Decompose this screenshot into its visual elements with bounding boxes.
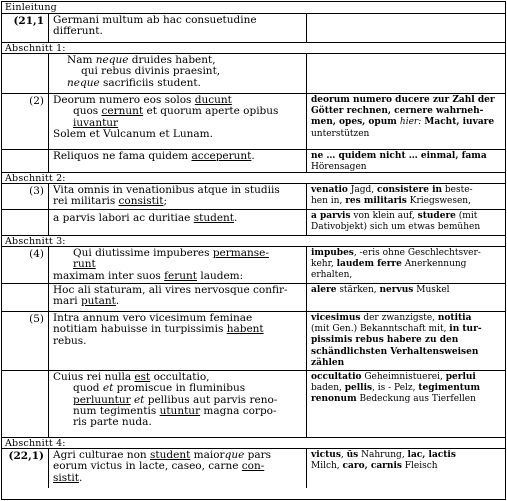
section-header-abschnitt-3: Abschnitt 3:: [2, 235, 505, 246]
table-row: [2, 93, 505, 149]
gloss-text: [307, 14, 505, 42]
latin-text: Germani multum ab hac consuetudine differunt.: [48, 14, 307, 42]
paragraph-number: (2): [29, 95, 44, 107]
table-row: [2, 448, 505, 488]
gloss-text: deorum numero ducere zur Zahl der Götter rechnen, cernere wahrneh- men, opes, opum hier: Macht, iuvare unterstützen: [311, 95, 495, 139]
latin-text: Qui diutissime impuberes permanse- runt maximam inter suos ferunt laudem:: [48, 247, 307, 283]
gloss-text: alere stärken, nervus Muskel: [311, 285, 450, 295]
latin-text: Hoc ali staturam, ali vires nervosque confir- mari putant.: [48, 284, 307, 311]
table-row: [2, 311, 505, 370]
section-header-einleitung: Einleitung: [5, 2, 57, 13]
table-row: [2, 183, 505, 209]
paragraph-number: (3): [29, 185, 44, 197]
table-row: [2, 13, 505, 42]
paragraph-number: (4): [29, 248, 44, 260]
gloss-text: venatio Jagd, consistere in beste- hen in, res militaris Kriegswesen,: [311, 185, 473, 207]
table-row: [2, 209, 505, 235]
latin-text: Reliquos ne fama quidem acceperunt.: [48, 150, 307, 173]
latin-text: Intra annum vero vicesimum feminae notitiam habuisse in turpissimis habent rebus.: [48, 312, 307, 370]
table-row: [2, 246, 505, 283]
gloss-text: a parvis von klein auf, studere (mit Dativobjekt) sich um etwas bemühen: [311, 211, 481, 233]
gloss-text: impubes, -eris ohne Geschlechtsver- kehr, laudem ferre Anerkennung erhalten,: [311, 248, 481, 281]
section-header-abschnitt-1: Abschnitt 1:: [2, 42, 505, 53]
section-header-abschnitt-2: Abschnitt 2:: [2, 172, 505, 183]
latin-text: Deorum numero eos solos ducunt quos cernunt et quorum aperte opibus iuvantur Solem et Vulcanum et Lunam.: [48, 94, 307, 149]
table-row: [2, 283, 505, 311]
latin-text: a parvis labori ac duritiae student.: [48, 210, 307, 235]
paragraph-number: (21,1: [13, 15, 44, 27]
table-row: [2, 370, 505, 437]
gloss-text: victus, ūs Nahrung, lac, lactis Milch, caro, carnis Fleisch: [311, 450, 456, 472]
gloss-text: ne … quidem nicht … einmal, fama Hörensagen: [311, 151, 487, 173]
latin-text: Cuius rei nulla est occultatio, quod et promiscue in fluminibus perluuntur et pellibus aut parvis reno- num tegimentis utuntur magna corpo- ris parte nuda.: [48, 371, 307, 437]
latin-text: Nam neque druides habent, qui rebus divinis praesint, neque sacrificiis student.: [48, 54, 307, 93]
table-row: [2, 149, 505, 172]
table-row: [2, 53, 505, 93]
lesson-table: [1, 1, 506, 500]
gloss-text: vicesimus der zwanzigste, notitia (mit Gen.) Bekanntschaft mit, in tur- pissimis rebus habere zu den schändlichsten Verhaltensweisen zählen: [311, 313, 482, 368]
section-header-abschnitt-4: Abschnitt 4:: [2, 437, 505, 448]
gloss-text: occultatio Geheimnistuerei, perlui baden, pellis, is - Pelz, tegimentum renonum Bedeckung aus Tierfellen: [311, 372, 481, 405]
paragraph-number: (5): [29, 313, 44, 325]
latin-text: Vita omnis in venationibus atque in studiis rei militaris consistit;: [48, 184, 307, 209]
paragraph-number: (22,1): [8, 450, 44, 462]
latin-text: Agri culturae non student maiorque pars eorum victus in lacte, caseo, carne con- sistit.: [48, 449, 307, 488]
